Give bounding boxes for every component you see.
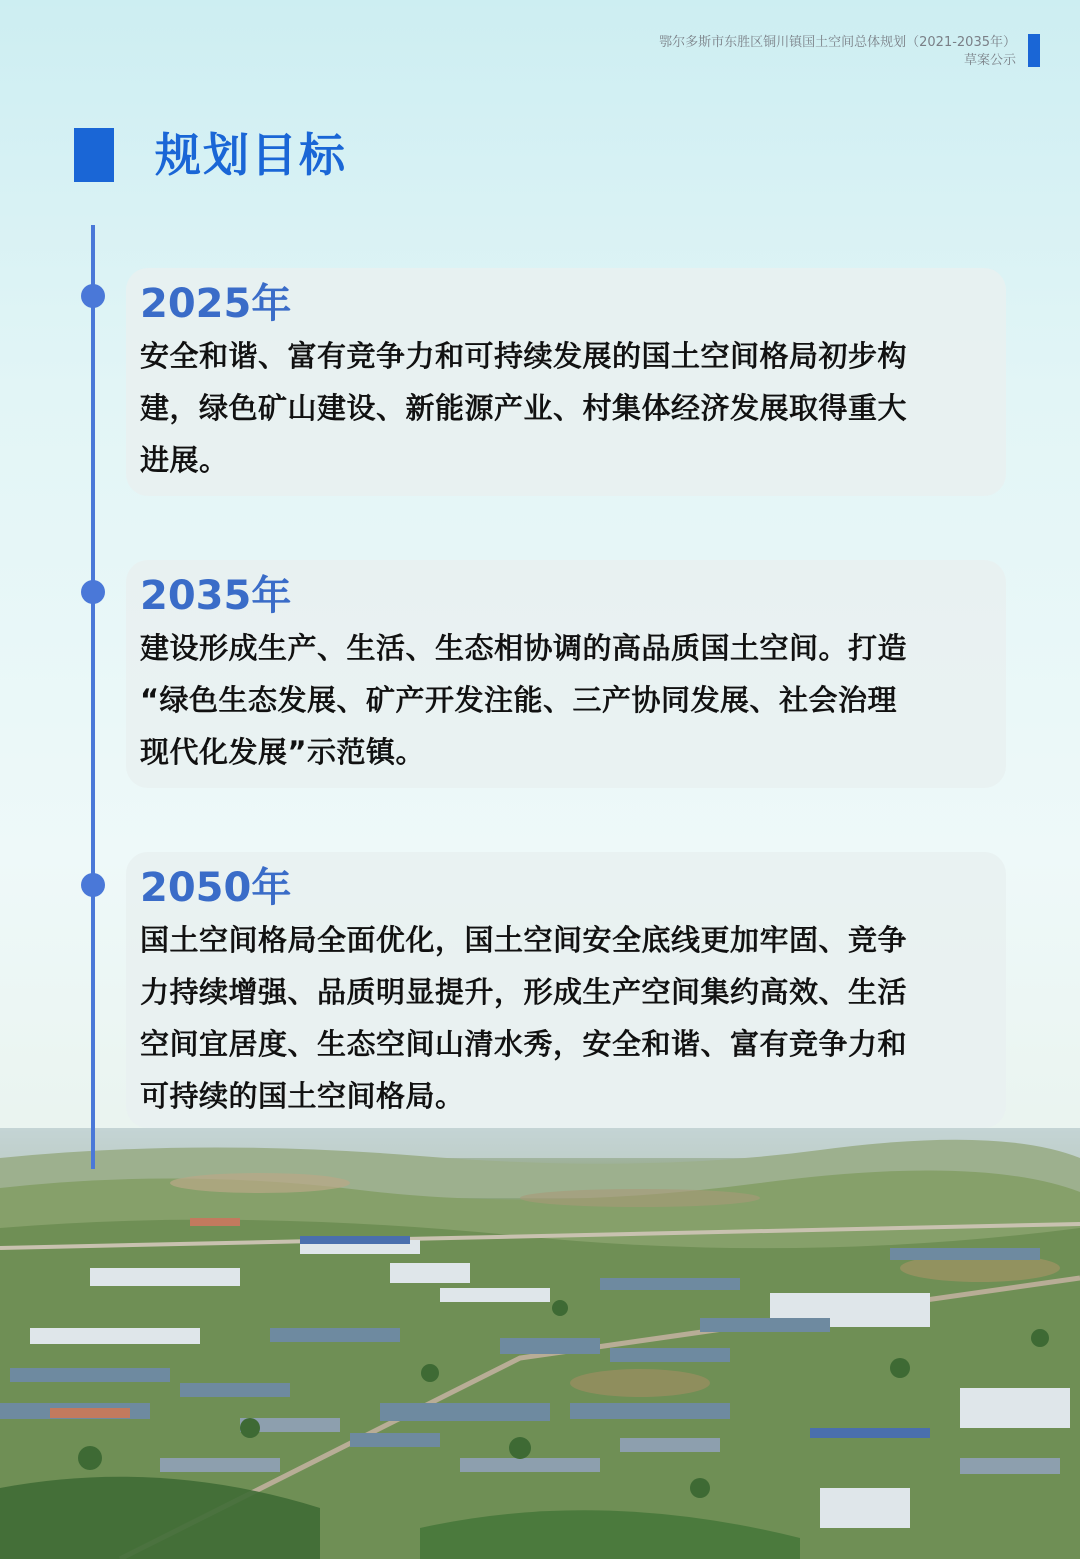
goal-text-line: 安全和谐、富有竞争力和可持续发展的国土空间格局初步构 (140, 339, 908, 373)
goal-card-2035 (126, 560, 1006, 788)
document-status: 草案公示 (963, 53, 1016, 68)
title-accent-block (74, 128, 114, 182)
goal-year: 2050年 (140, 865, 292, 911)
section-title: 规划目标 (155, 128, 347, 182)
goal-text-line: 建，绿色矿山建设、新能源产业、村集体经济发展取得重大 (140, 391, 908, 425)
timeline-dot-2035 (81, 580, 105, 604)
goal-card-2025 (126, 268, 1006, 496)
goal-text-line: 可持续的国土空间格局。 (140, 1079, 465, 1113)
goal-text (140, 622, 982, 778)
goal-text-line: 力持续增强、品质明显提升，形成生产空间集约高效、生活 (140, 975, 908, 1009)
goal-text (140, 330, 982, 486)
goal-text (140, 914, 982, 1122)
goal-text-line: 空间宜居度、生态空间山清水秀，安全和谐、富有竞争力和 (140, 1027, 908, 1061)
goal-year: 2025年 (140, 281, 292, 327)
goal-text-line: “绿色生态发展、矿产开发注能、三产协同发展、社会治理 (140, 683, 898, 717)
goal-text-line: 进展。 (140, 443, 229, 477)
goal-year: 2035年 (140, 573, 292, 619)
goal-card-2050 (126, 852, 1006, 1128)
timeline-dot-2050 (81, 873, 105, 897)
goal-text-line: 国土空间格局全面优化，国土空间安全底线更加牢固、竞争 (140, 923, 908, 957)
goal-text-line: 建设形成生产、生活、生态相协调的高品质国土空间。打造 (140, 631, 908, 665)
header-accent-bar (1028, 34, 1040, 67)
document-title: 鄂尔多斯市东胜区铜川镇国土空间总体规划（2021-2035年） (659, 35, 1016, 50)
timeline-dot-2025 (81, 284, 105, 308)
document-header (659, 34, 1016, 70)
timeline-line (91, 225, 95, 1169)
village-aerial-photo (0, 1128, 1080, 1559)
goal-text-line: 现代化发展”示范镇。 (140, 735, 426, 769)
